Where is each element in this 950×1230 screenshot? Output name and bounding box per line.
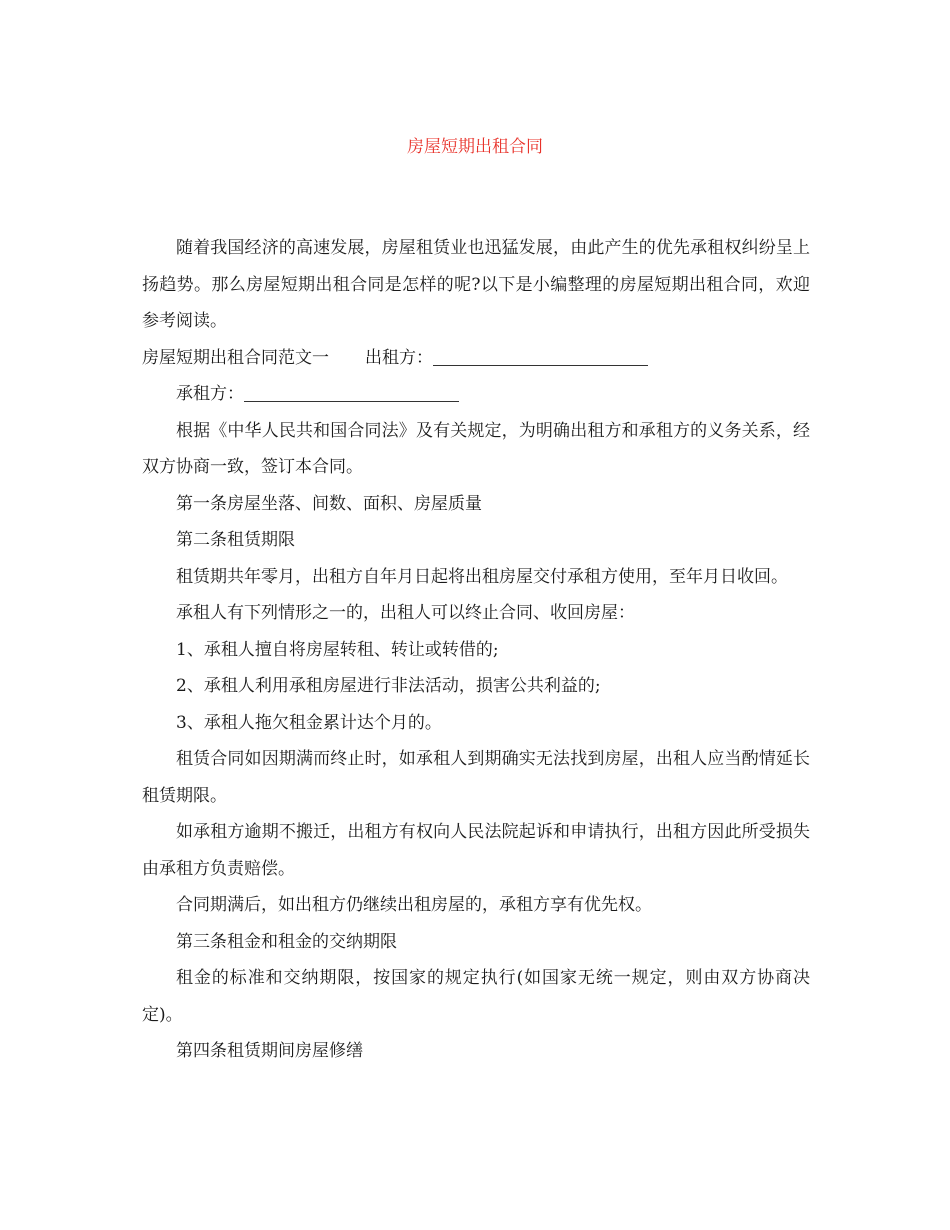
extension-paragraph: 租赁合同如因期满而终止时，如承租人到期确实无法找到房屋，出租人应当酌情延长租赁期限。	[142, 749, 810, 806]
intro-paragraph: 随着我国经济的高速发展，房屋租赁业也迅猛发展，由此产生的优先承租权纠纷呈上扬趋势。那么房屋短期出租合同是怎样的呢?以下是小编整理的房屋短期出租合同，欢迎参考阅读。	[142, 238, 810, 331]
termination-item-3: 3、承租人拖欠租金累计达个月的。	[176, 712, 442, 733]
article-1-heading: 第一条房屋坐落、间数、面积、房屋质量	[176, 493, 482, 514]
termination-intro: 承租人有下列情形之一的，出租人可以终止合同、收回房屋：	[176, 603, 635, 623]
lessor-label: 出租方：	[365, 347, 433, 368]
rent-paragraph: 租金的标准和交纳期限，按国家的规定执行(如国家无统一规定，则由双方协商决定)。	[142, 968, 810, 1025]
lessee-blank	[244, 384, 459, 402]
lessee-line	[142, 376, 810, 413]
article-2-heading: 第二条租赁期限	[176, 530, 295, 550]
lessor-blank	[433, 348, 648, 366]
overdue-paragraph: 如承租方逾期不搬迁，出租方有权向人民法院起诉和申请执行，出租方因此所受损失由承租方负责赔偿。	[142, 822, 810, 879]
termination-item-1: 1、承租人擅自将房屋转租、转让或转借的;	[176, 639, 499, 660]
document-title: 房屋短期出租合同	[407, 137, 543, 157]
termination-item-2: 2、承租人利用承租房屋进行非法活动，损害公共利益的;	[176, 676, 601, 696]
lessee-label: 承租方：	[176, 384, 244, 404]
sample-title: 房屋短期出租合同范文一	[142, 347, 329, 368]
document-body	[142, 230, 810, 1070]
article-3-heading: 第三条租金和租金的交纳期限	[176, 931, 397, 952]
parties-line	[142, 340, 810, 377]
article-4-heading: 第四条租赁期间房屋修缮	[176, 1041, 363, 1061]
basis-paragraph: 根据《中华人民共和国合同法》及有关规定，为明确出租方和承租方的义务关系，经双方协商一致，签订本合同。	[142, 420, 810, 477]
priority-paragraph: 合同期满后，如出租方仍继续出租房屋的，承租方享有优先权。	[176, 895, 652, 915]
term-paragraph: 租赁期共年零月，出租方自年月日起将出租房屋交付承租方使用，至年月日收回。	[176, 566, 788, 587]
